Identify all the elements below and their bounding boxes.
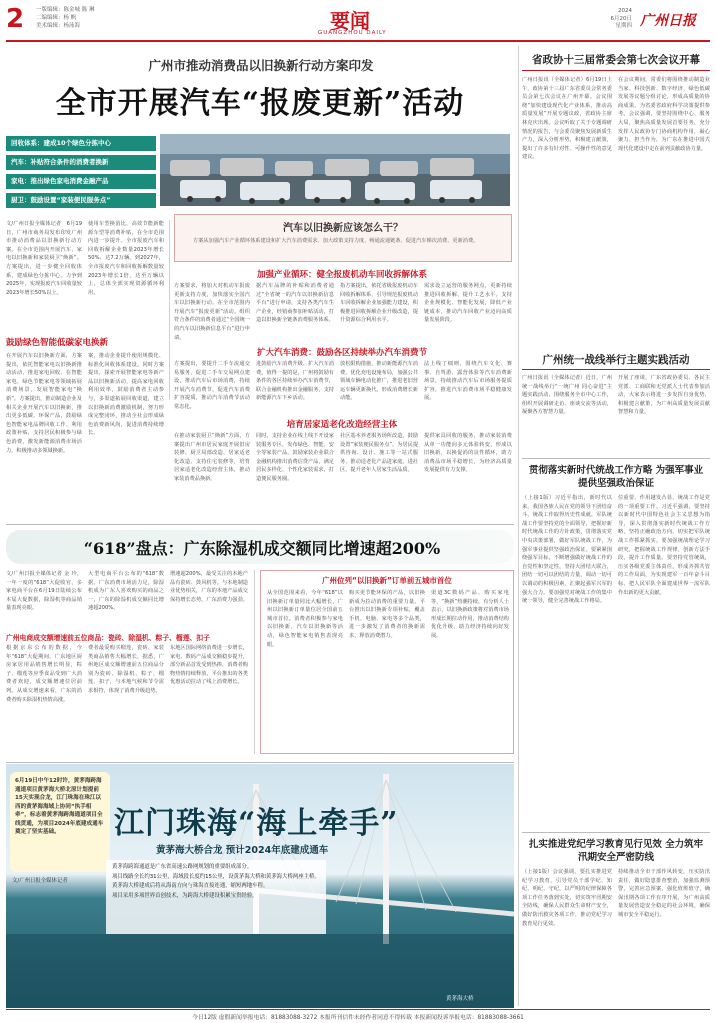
bullet-item: 汽车：补贴符合条件的消费者换新 — [6, 155, 156, 170]
united-front-headline: 广州统一战线举行主题实践活动 — [542, 354, 690, 366]
bridge-fact: 项目采用多项世界首创技术，为跨海大桥建设积累宝贵经验。 — [112, 892, 258, 899]
issue-date — [600, 8, 632, 31]
recycle-body-a: 方案要求，将加大对机动车报废更新支持力度，加快落实全国汽车以旧换新行动。在全市范围内开展汽车“报废更新”活动。组织符合条件的消费者通过“全国统一的汽车以旧换新信息平台”进行申请。 — [174, 283, 250, 341]
discipline-story — [522, 832, 710, 1008]
618-story — [6, 526, 514, 758]
618-body-b: 大型电商平台公布的“618”数据，广东消费市场活力足，除湿机成为广东人喜欢购买的商品之一，广东的除湿机成交额同比增速超200%。 — [88, 571, 164, 612]
paper-logo: 广州日报 — [640, 13, 696, 29]
lead-body-left: 文/广州日报全媒体记者 6月19日，广州市商务局发布印发广州市推动消费品以旧换新行动方案。在全市范围内开展汽车、家电以旧换新和家装厨卫“焕新”。方案提出，进一步健全回收体系，建成绿色分拣中心。力争到2025年，实现报废汽车回收量较2023年增长50%以上。 — [6, 221, 82, 296]
sidebar-box — [174, 214, 512, 262]
editor-line: 美术编辑：杨泳海 — [36, 23, 81, 29]
discipline-headline: 扎实推进党纪学习教育见行见效 全力筑牢汛期安全严密防线 — [528, 839, 704, 863]
order-box-body-c: 渠道3C数码产品、购买家电等，“换新”热潮持续。有分析人士表示，以旧换新政策将对消费市场形成长期拉动作用，推动消费结构优化升级，助力经济持续向好发展。 — [431, 590, 509, 639]
aging-body-b: 同时，支持企业在线上线下开设家装服务专区，发布绿色、智能、安全等家装产品，鼓励家装企业联合金融机构推出消费信贷产品，满足居民多样化、个性化家装需求，打造便民服务圈。 — [256, 433, 334, 482]
date-line: 星期四 — [615, 23, 632, 29]
footer-rule — [6, 1009, 710, 1010]
date-line: 6月20日 — [610, 15, 632, 22]
editor-credits — [36, 6, 95, 30]
consumption-body-d: 法上线了细则，围绕汽车文化、赛事、自驾游、露营体验等汽车消费新场景，持续推动汽车后市场服务提质扩容，推进汽车消费市场平稳健康发展。 — [424, 361, 512, 402]
618-body-e: 费者最爱购买榴莲，瓷砖、家装类商品销售大幅增长，据悉，广州地区成交额增速前五位商品分别为瓷砖、除湿机、粽子、榴莲、扣子，与本地气候和节令需求相符，体现了消费升级趋势。 — [88, 645, 164, 694]
column-divider — [169, 220, 170, 400]
sidebar-intro: 方案从加强汽车产业循环体系建设和扩大汽车消费需求、加大政策支持力度、畅通流通链条、促进汽车梯次消费、更新消费。 — [193, 238, 479, 244]
bridge-photo-caption: 黄茅海大桥 — [446, 996, 474, 1002]
subhead-recycle: 加强产业循环：健全报废机动车回收拆解体系 — [256, 270, 427, 280]
discipline-body-b: 持续推动全市干部作风转变，压实防汛责任，做好隐患排查整治，加强监测预警，完善应急预案，强化值班值守，确保汛期各项工作有序开展，为广州高质量发展营造安全稳定的社会环境，确保城市安全平稳运行。 — [618, 869, 710, 918]
order-box — [260, 570, 514, 754]
headline-rule — [522, 70, 710, 71]
bridge-lead-note: 6月19日中午12时许，黄茅海跨海通道项目黄茅海大桥北原计划提前15天实现合龙，江门珠海在珠江以西的黄茅海海域上协同“执手相牵”，标志着黄茅海跨海通道项目全线贯通，为项目2024年底建成通车奠定了坚实基础。 — [15, 778, 104, 835]
order-box-body-a: 从全国范围来看，今年“618”以旧换新订单量同比大幅增长，广州以旧换新订单量位居全国前五城市首位。消费者积极参与家电以旧换新、汽车以旧换新等活动，绿色智能家电销售表现亮眼。 — [267, 590, 343, 648]
consumption-body-b: 进鼓励汽车消费升级、扩大汽车消费。值得一提的是，广州将鼓励有条件的各区持续举办汽车消费节，联合金融机构推出金融服务，支持新能源汽车下乡活动。 — [256, 361, 334, 402]
consumption-body-a: 方案提出，要提升二手车流通交易服务，促进二手车交易网点建设，推动汽车后市场消费，持续开展汽车消费节，促进汽车消费扩容提质，推动汽车消费节活动常态化。 — [174, 361, 250, 410]
united-front-story — [522, 352, 710, 452]
military-body-b: 位重要、作用越发凸显，统战工作是党的一项重要工作。习近平强调，要坚持以新时代中国特色社会主义思想为指导，深入贯彻落实新时代统战工作方略，坚持正确政治方向，切实把军队统战工作抓紧抓实。要加强统战理论学习研究，把握统战工作规律，创新方法手段，提升工作质量。要坚持党管统战，压实各级党委主体责任，形成齐抓共管的工作局面，为实现建军一百年奋斗目标、把人民军队全面建成世界一流军队作出新的更大贡献。 — [618, 495, 710, 596]
lead-body-appliance-a: 在开展汽车以旧换新方面，方案提出，依托智能家电以旧换新推动活动，推进家电回收、在智能家电、绿色节能家电等领域拓展消费场景，发展智能家电“换新”。方案提出，推动制造企业及相关企业开展汽车以旧换新，推出更多低碳、环保产品，鼓励绿色智能家电品牌回收工作、利用政策补贴，支持居民积极参与绿色消费，激发新能源消费市场活力，积极推动多领域换新。 — [6, 353, 82, 454]
bridge-subhead: 黄茅海大桥合龙 预计2024年底建成通车 — [156, 845, 329, 856]
bridge-fact: 黄茅海跨海通道是广东省高速公路网规划的重要组成部分。 — [112, 864, 253, 870]
bullet-list — [6, 136, 156, 208]
bullet-item: 家电：推出绿色家电消费金融产品 — [6, 174, 156, 189]
bullet-item: 厨卫：鼓励设置“家装便民服务点” — [6, 193, 156, 208]
section-en: GUANGZHOU DAILY — [318, 30, 387, 36]
order-box-body-b: 购买更节能环保的产品，以旧换新成为拉动消费的重要力量。平台推出以旧换新专项补贴，覆盖手机、电脑、家电等多个品类，进一步激发了消费者的换新需求，释放消费潜力。 — [349, 590, 425, 639]
618-body-a: 文/广州日报全媒体记者 金 玲。一年一度的“618”大促收官，多家电商平台在6月19日陆续公布本届大促数据，除湿机等商品销量表现亮眼。 — [6, 571, 82, 612]
united-front-body-a: 广州日报讯（全媒体记者）近日，广州统一战线举行“一统广州 同心奋进”主题实践活动，围绕服务全市中心工作，组织开展调研走访、座谈交流等活动，凝聚各方智慧力量。 — [522, 375, 612, 416]
lead-story — [6, 44, 514, 522]
bridge-fact: 黄茅海大桥建成后将从海南方向与珠海直接连通，缩短两地车程。 — [112, 883, 269, 890]
page-number: 2 — [6, 4, 25, 34]
bridge-fact: 项目线路全长约31公里，海域段长度约15公里，设黄茅海大桥和黄茅海大桥两座主桥。 — [112, 873, 320, 880]
section-divider — [6, 762, 514, 763]
cppcc-headline: 省政协十三届常委会第七次会议开幕 — [532, 54, 700, 66]
cppcc-body-b: 在会议期间，常委们将围绕推动制造业当家、科技创新、数字经济、绿色低碳发展等议题分组讨论，形成高质量的协商成果，为省委省政府科学决策提供参考。会议强调，要坚持围绕中心、服务大局，聚焦高质量发展首要任务，充分发挥人民政协专门协商机构作用，凝心聚力、担当作为，为广东在推进中国式现代化建设中走在前列贡献政协力量。 — [618, 77, 710, 152]
cppcc-story — [522, 46, 710, 346]
military-body-a: （上接1版）习近平指出，新时代以来，我国各族人民在党的领导下团结奋斗，统战工作取得历史性成就。军队统战工作要坚持党的全面领导，把握好新时代统战工作的方针政策，贯彻落实党中央决策部署，做好军队统战工作，为强军事业提供坚强政治保证。要紧紧围绕强军目标，不断增强做好统战工作的自觉性和坚定性，坚持大团结大联合，团结一切可以团结的力量，调动一切可以调动的积极因素，汇聚起强军兴军的强大合力。要加强党对统战工作的集中统一领导，健全完善统战工作格局。 — [522, 495, 612, 605]
618-body-d: 根据京东公布的数据，今年“618”大促期间，广东地区厨房家居用品销售增长明显，粽子、榴莲等应季食品受到广大消费者欢迎，成交额增速位居前列。从成交增速来看，广东的消费者购买除湿机热情高涨。 — [6, 645, 82, 703]
lead-subhead-appliance: 鼓励绿色智能低碳家电换新 — [6, 338, 109, 348]
united-front-body-b: 开展了座谈，广东省政协委员、各民主党派、工商联和无党派人士代表参加活动，大家表示将进一步发挥自身优势，积极建言献策，为广州高质量发展贡献智慧和力量。 — [618, 375, 710, 416]
618-headline-band — [6, 530, 514, 564]
bridge-story — [6, 764, 514, 1008]
bridge-byline: 文/广州日报全媒体记者 — [12, 878, 68, 884]
headline-rule — [522, 369, 710, 370]
recycle-body-c: 指方案提出，依托省级报废机动车回收拆解体系，引导规范报废机动车回收拆解企业加强能力建设，积极推进回收拆解企业升级改造，提升资源综合利用水平。 — [340, 283, 418, 324]
order-box-title: 广州位列“以旧换新”订单前五城市首位 — [322, 576, 452, 585]
masthead — [0, 0, 716, 42]
aging-body-a: 在推动家装厨卫“焕新”方面，方案提出广州市居民家庭开展旧房装修、厨卫局部改造、居家适老化改造、支持住宅装修等，培育居家适老化改造经营主体，推动家装消费品换新。 — [174, 433, 250, 482]
subhead-aging: 培育居家适老化改造经营主体 — [286, 420, 398, 430]
aging-body-c: 社区基本养老服务场所改造，鼓励设置“家装便民服务点”，为居民提供咨询、设计、施工等一站式服务，推动适老化产品进家庭、进社区，提升老年人居家生活品质。 — [340, 433, 418, 474]
column-divider — [254, 570, 255, 754]
bullet-item: 回收体系：建成10个绿色分拣中心 — [6, 136, 156, 151]
lead-photo — [160, 134, 510, 206]
618-headline: “618”盘点：广东除湿机成交额同比增速超200% — [83, 539, 441, 558]
bridge-facts-box — [106, 860, 326, 934]
lead-body-col2: 使用车型换消比，高效节能新能源车型等消费补贴，在全市范围内进一步提升。全市报废汽车和回收拆解企业数量2023年增长50%、达7.2万辆。到2027年，全市报废汽车和回收拆解数量较2023年增长1倍，达至万辆以上，总体全部实现资源循环利用。 — [88, 221, 164, 296]
military-story — [522, 458, 710, 828]
section-divider — [522, 458, 710, 459]
aging-body-d: 提供家具回收的服务，推动家装消费从单一功能向多元体验转变，形成以旧换新、以换促消的良性循环，助力消费品市场平稳增长，为经济高质量发展提供有力支撑。 — [424, 433, 512, 474]
cppcc-body-a: 广州日报讯（全媒体记者）6月19日上午，政协第十三届广东省委员会常务委员会第七次会议在广州开幕。会议围绕“加快建设现代化产业体系，推动高质量发展”开展专题议政，省政协主席林克庆出席。会议听取了关于专题调研情况的报告，与会委员聚焦发展新质生产力，深入分析形势，积极建言献策，提出了许多有针对性、可操作性的意见建议。 — [522, 77, 612, 161]
subhead-consumption: 扩大汽车消费：鼓励各区持续举办汽车消费节 — [256, 348, 427, 358]
masthead-rule — [6, 40, 710, 42]
bridge-lead-box — [10, 772, 110, 872]
lead-body-appliance-b: 案，推动企业提升使用规模化、标准化回收体系建设。同时方案提出，探索开展智能家电等新产品以旧换新活动，提高家电回收利用效率，鼓励消费者主动参与，多渠道拓展回收渠道，建立以旧换新消费激励机制，努力形成完整闭环，推动全社会形成绿色消费新风尚，促进消费持续增长。 — [88, 353, 164, 437]
lead-kicker: 广州市推动消费品以旧换新行动方案印发 — [148, 58, 374, 73]
recycle-body-b: 据汽车品牌的补贴和消费者通过“全省统一的汽车以旧换新信息平台”进行申请，支持各类汽车生产企业，经销商参加补贴活动，打造以旧换新全链条消费服务体系。 — [256, 283, 334, 324]
recycle-body-d: 需求设立运营的服务网点，更新持续推进回收拆解、提升工艺水平。支持企业规模化、智能化发展，降低产业链成本，推动汽车回收产业迈向高质量发展阶段。 — [424, 283, 512, 324]
right-column-divider — [518, 46, 519, 1006]
section-divider — [6, 524, 514, 525]
sidebar-title: 汽车以旧换新应该怎么干？ — [283, 223, 403, 234]
618-body-c: 增速超200%，最受关注的本地产品有瓷砖、鼓风机等。与本地制造业优势相关，广东的本地产品成交保持增长态势，广东消费力强劲。 — [170, 571, 248, 603]
cars-photo-illustration — [160, 134, 510, 206]
discipline-body-a: （上接1版）会议强调，要扎实推进党纪学习教育，引导党员干部学纪、知纪、明纪、守纪，以严明的纪律保障各项工作任务落到实处，切实筑牢汛期安全防线，确保人民群众生命财产安全，做好防汛救灾各项工作，推动党纪学习教育见行见效。 — [522, 869, 612, 927]
footer-text: 今日12版 虚假新闻举报电话：81883088-3272 本报所刊信件未经作者同意不得转载 本报新闻投诉举报电话：81883088-3661 — [192, 1015, 524, 1021]
section-title: 要闻 — [330, 9, 370, 33]
bridge-headline: 江门珠海“海上牵手” — [114, 806, 399, 841]
lead-headline: 全市开展汽车“报废更新”活动 — [55, 86, 465, 121]
lead-byline: 文/广州日报全媒体记者 — [6, 221, 62, 227]
618-body-f: 东地区国际网络消费进一步增长，家电、数码产品成交额稳步提升，部分新品首发受到热捧，消费者购物热情持续释放，平台推出的各类优惠活动拉动了线上消费增长。 — [170, 645, 248, 686]
section-divider — [522, 832, 710, 833]
date-line: 2024 — [618, 8, 632, 14]
military-headline: 贯彻落实新时代统战工作方略 为强军事业提供坚强政治保证 — [528, 465, 704, 489]
618-subhead: 广州电商成交额增速前五位商品：瓷砖、除湿机、粽子、榴莲、扣子 — [6, 634, 210, 642]
editor-line: 一版编辑：陈金城 陈 琳 — [36, 7, 95, 13]
consumption-body-c: 放松限购措施，推动新能源汽车消费，优化充电设施布局，加强公共领域车辆电动化推广，推进老旧营运车辆更新换代，形成消费增长新动能。 — [340, 361, 418, 402]
editor-line: 二编编辑：杨 帆 — [36, 15, 77, 21]
